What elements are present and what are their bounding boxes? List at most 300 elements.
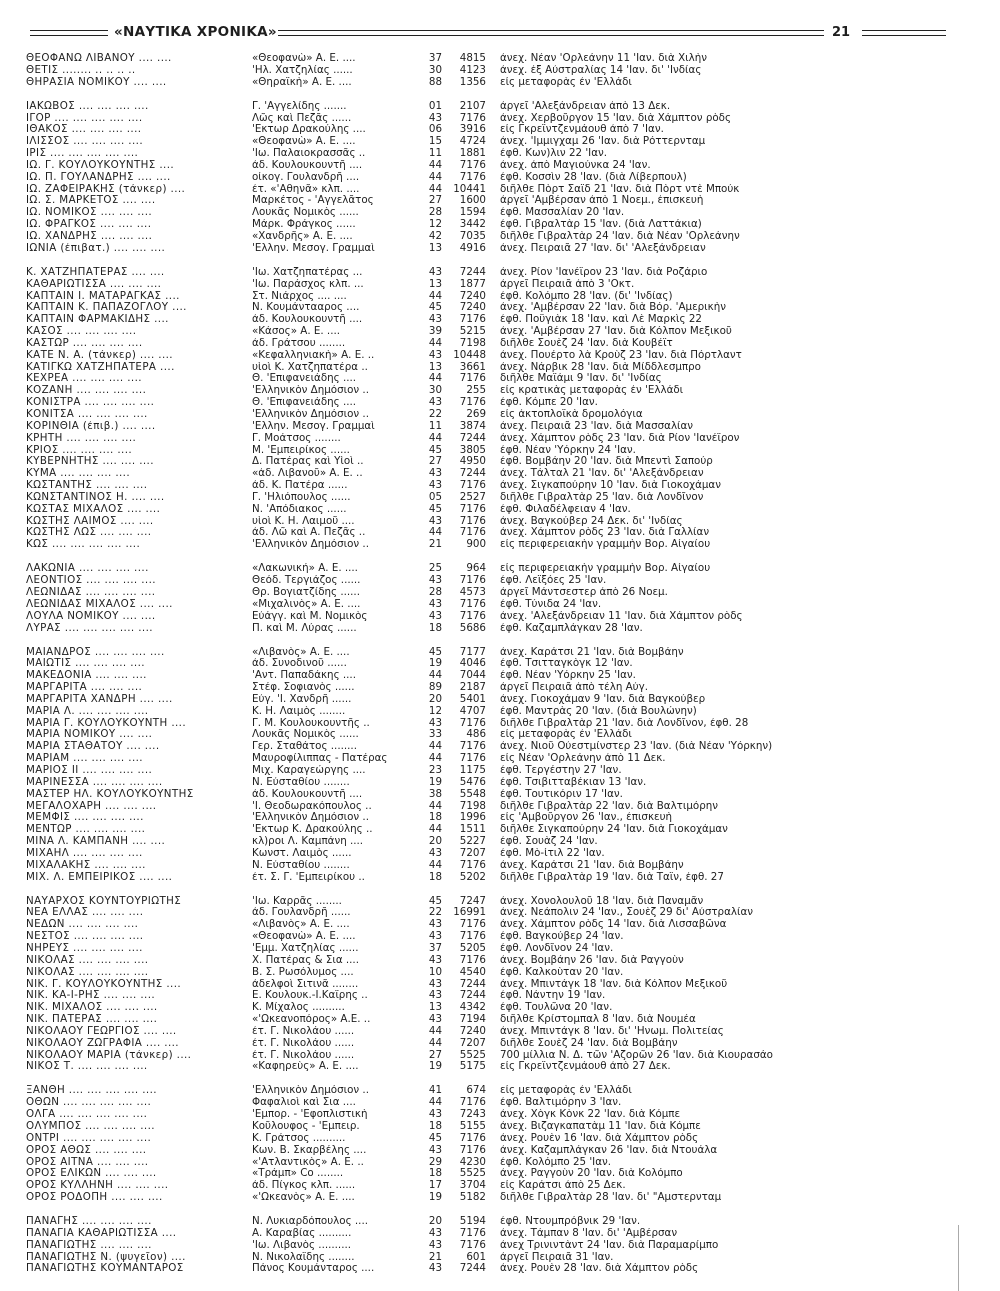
ship-row bbox=[0, 1216, 1000, 1228]
voyage-status: ἐφθ. Ποϋγιὰκ 18 'Ιαν. καὶ Λὲ Μαρκὶς 22 bbox=[500, 314, 702, 326]
tonnage: 3704 bbox=[459, 1180, 486, 1192]
voyage-status: ἀνεχ. Γιοκοχάμαν 9 'Ιαν. διὰ Βαγκούβερ bbox=[500, 693, 706, 705]
ship-name: ΟΝΤΡΙ .... .... .... .... .... bbox=[26, 1132, 152, 1144]
tonnage: 5548 bbox=[459, 788, 486, 800]
ship-name: Κ. ΧΑΤΖΗΠΑΤΕΡΑΣ .... .... bbox=[26, 266, 165, 278]
ship-age: 18 bbox=[428, 1121, 442, 1132]
owner-agent: Κ. Γράτσος .......... bbox=[252, 1132, 346, 1144]
ship-name: ΝΕΣΤΟΣ .... .... .... .... bbox=[26, 931, 144, 943]
voyage-status: ἐφθ. Σουὰζ 24 'Ιαν. bbox=[500, 836, 598, 848]
voyage-status: εἰς Καράτσι ἀπὸ 25 Δεκ. bbox=[500, 1180, 626, 1192]
owner-agent: Λουκᾶς Νομικὸς ...... bbox=[252, 729, 359, 741]
owner-agent: ἐτ. Γ. Νικολάου ...... bbox=[252, 1037, 355, 1049]
voyage-status: διῆλθε Γιβραλτὰρ 28 'Ιαν. δι' "Αμστερνταμ bbox=[500, 1192, 722, 1204]
voyage-status: ἀνεχ. Τάμπαν 8 'Ιαν. δι' 'Αμβέρσαν bbox=[500, 1227, 678, 1239]
tonnage: 7243 bbox=[459, 1109, 486, 1121]
owner-agent: Κωνστ. Λαιμὸς ...... bbox=[252, 847, 352, 859]
owner-agent: «Θεοφανὼ» Α. Ε. .... bbox=[252, 136, 356, 148]
owner-agent: «Θεοφανὼ» Α. Ε. .... bbox=[252, 931, 356, 943]
voyage-status: ἐφθ. Μὸ-ἰτιλ 22 'Ιαν. bbox=[500, 847, 605, 859]
ship-row bbox=[0, 587, 1000, 599]
ship-age: 20 bbox=[428, 693, 442, 705]
ship-age: 44 bbox=[428, 741, 442, 753]
voyage-status: ἀργεῖ 'Αλεξάνδρειαν ἀπὸ 13 Δεκ. bbox=[500, 100, 671, 112]
ship-name: ΚΩΣΤΑΝΤΗΣ .... .... .... bbox=[26, 480, 148, 492]
owner-agent: «Τράμπ» Co ........ bbox=[252, 1168, 344, 1180]
owner-agent: Ν. Εὐσταθίου ........ bbox=[252, 859, 350, 871]
voyage-status: ἀνεχ. Βομβάην 26 'Ιαν. διὰ Ραγγοὺν bbox=[500, 954, 684, 966]
ship-row bbox=[0, 136, 1000, 148]
voyage-status: ἐφθ. Κόμπε 20 'Ιαν. bbox=[500, 397, 598, 409]
voyage-status: εἰς ἀκτοπλοϊκὰ δρομολόγια bbox=[500, 409, 643, 420]
owner-agent: Μάρκ. Φράγκος ...... bbox=[252, 219, 356, 231]
ship-name: ΜΑΡΙΑ ΝΟΜΙΚΟΥ .... .... bbox=[26, 729, 153, 741]
ship-age: 12 bbox=[428, 705, 442, 717]
voyage-status: ἀνεχ. Χάμπτον ρὸδς 23 'Ιαν. διὰ Γαλλίαν bbox=[500, 527, 710, 539]
ship-row bbox=[0, 243, 1000, 255]
owner-agent: «Λακωνική» Α. Ε. .... bbox=[252, 563, 358, 575]
ship-row bbox=[0, 836, 1000, 848]
owner-agent: «Λιβανὸς» Α. Ε. .... bbox=[252, 919, 350, 931]
ship-name: ΝΙΚΟΛΑΟΥ ΜΑΡΙΑ (τάνκερ) .... bbox=[26, 1049, 192, 1061]
tonnage: 5215 bbox=[459, 326, 486, 338]
ship-name: ΚΑΠΤΑΙΝ Ι. ΜΑΤΑΡΑΓΚΑΣ .... bbox=[26, 290, 180, 302]
ship-row bbox=[0, 860, 1000, 872]
ship-age: 28 bbox=[428, 207, 442, 219]
voyage-status: διῆλθε Κρίστομπαλ 8 'Ιαν. διὰ Νουμέα bbox=[500, 1014, 696, 1026]
ship-name: ΛΑΚΩΝΙΑ .... .... .... .... bbox=[26, 563, 149, 575]
owner-agent: 'Εμπορ. - 'Εφοπλιστικὴ bbox=[252, 1109, 368, 1121]
tonnage: 7207 bbox=[459, 847, 486, 859]
owner-agent: 'Αντ. Παπαδάκης .... bbox=[252, 670, 356, 682]
ship-age: 43 bbox=[428, 990, 442, 1002]
ship-name: ΝΙΚ. Γ. ΚΟΥΛΟΥΚΟΥΝΤΗΣ .... bbox=[26, 978, 182, 990]
ship-row bbox=[0, 362, 1000, 374]
owner-agent: Γ. 'Ηλιόπουλος ...... bbox=[252, 491, 351, 503]
owner-agent: Ν. 'Απόδιακος ...... bbox=[252, 503, 347, 515]
voyage-status: διῆλθε Σουὲζ 24 'Ιαν. διὰ Βομβάην bbox=[500, 1037, 678, 1049]
voyage-status: ἐφθ. Τεργέστην 27 'Ιαν. bbox=[500, 765, 622, 776]
ship-age: 13 bbox=[428, 1002, 442, 1014]
voyage-status: ἀνεχ. Βιζαγκαπατὰμ 11 'Ιαν. διὰ Κόμπε bbox=[500, 1121, 701, 1132]
ship-name: ΙΘΑΚΟΣ .... .... .... .... bbox=[26, 124, 142, 136]
ship-name: ΚΟΖΑΝΗ .... .... .... .... bbox=[26, 385, 147, 397]
header-rule-middle-2 bbox=[278, 35, 824, 37]
ship-name: ΜΑΡΙΟΣ ΙΙ .... .... .... .... bbox=[26, 765, 153, 776]
ship-row bbox=[0, 231, 1000, 243]
voyage-status: διῆλθε Γιβραλτὰρ 25 'Ιαν. διὰ Λονδῖνον bbox=[500, 491, 704, 503]
voyage-status: ἀνεχ. Νιοῦ Οὐεστμίνστερ 23 'Ιαν. (διὰ Νέαν 'Υόρκην) bbox=[500, 741, 773, 753]
ship-age: 44 bbox=[428, 337, 442, 349]
tonnage: 7244 bbox=[459, 990, 486, 1002]
ship-name: ΚΕΧΡΕΑ .... .... .... .... bbox=[26, 373, 142, 385]
ship-name: ΛΥΡΑΣ .... .... .... .... .... bbox=[26, 622, 153, 634]
ship-section bbox=[0, 896, 1000, 1074]
ship-name: ΜΑΡΙΑ Λ. .... .... .... .... bbox=[26, 705, 149, 717]
voyage-status: ἐφθ. Γιβραλτὰρ 15 'Ιαν. (διὰ Λαττάκια) bbox=[500, 219, 702, 231]
ship-row bbox=[0, 907, 1000, 919]
ship-name: ΘΗΡΑΣΙΑ ΝΟΜΙΚΟΥ .... .... bbox=[26, 76, 167, 88]
voyage-status: ἀνεχ. Καράτσι 21 'Ιαν. διὰ Βομβάην bbox=[500, 646, 684, 658]
ship-name: ΜΑΡΙΑ ΣΤΑΘΑΤΟΥ .... .... bbox=[26, 741, 160, 753]
owner-agent: ἀδ. Κουλουκουντῆ .... bbox=[252, 159, 363, 171]
owner-agent: Π. καὶ Μ. Λύρας ...... bbox=[252, 622, 357, 634]
ship-name: ΙΡΙΣ .... .... .... .... .... bbox=[26, 148, 139, 160]
ship-row bbox=[0, 694, 1000, 706]
tonnage: 5205 bbox=[459, 943, 486, 954]
ship-age: 21 bbox=[428, 1251, 442, 1263]
ship-row bbox=[0, 1240, 1000, 1252]
owner-agent: 'Ελληνικὸν Δημόσιον .. bbox=[252, 409, 369, 420]
ship-row bbox=[0, 1168, 1000, 1180]
ship-row bbox=[0, 979, 1000, 991]
owner-agent: Θρ. Βογιατζίδης ...... bbox=[252, 587, 360, 598]
owner-agent: ἀδ. Κουλουκουντῆ .... bbox=[252, 314, 363, 326]
owner-agent: «Χανδρῆς» Α. Ε. .... bbox=[252, 231, 353, 242]
header-rule-left bbox=[30, 30, 108, 32]
ship-age: 44 bbox=[428, 670, 442, 682]
voyage-status: ἐφθ. Κων)λιν 22 'Ιαν. bbox=[500, 148, 608, 160]
ship-age: 43 bbox=[428, 480, 442, 492]
ship-age: 20 bbox=[428, 836, 442, 848]
ship-age: 89 bbox=[428, 682, 442, 694]
owner-agent: Μιχ. Καραγεώργης .... bbox=[252, 765, 366, 776]
ship-row bbox=[0, 207, 1000, 219]
tonnage: 7176 bbox=[459, 397, 486, 409]
tonnage: 7035 bbox=[459, 231, 486, 242]
ship-row bbox=[0, 504, 1000, 516]
owner-agent: 'Ιω. Παράσχος κλπ. ... bbox=[252, 278, 364, 290]
tonnage: 674 bbox=[466, 1085, 486, 1097]
tonnage: 4540 bbox=[459, 966, 486, 978]
ship-name: ΚΡΙΟΣ .... .... .... .... bbox=[26, 444, 133, 456]
voyage-status: ἐφθ. Φιλαδέλφειαν 4 'Ιαν. bbox=[500, 503, 631, 515]
owner-agent: 'Εκτωρ Κ. Δρακούλης .. bbox=[252, 824, 373, 836]
ship-age: 29 bbox=[428, 1156, 442, 1168]
owner-agent: 'Ελληνικὸν Δημόσιον .. bbox=[252, 1085, 369, 1097]
ship-name: ΚΑΠΤΑΙΝ Κ. ΠΑΠΑΖΟΓΛΟΥ .... bbox=[26, 302, 187, 314]
owner-agent: Μ. 'Εμπειρίκος ...... bbox=[252, 444, 350, 456]
tonnage: 2107 bbox=[459, 100, 486, 112]
voyage-status: ἀνεχ. Καζαμπλάγκαν 26 'Ιαν. διὰ Ντουάλα bbox=[500, 1144, 718, 1156]
ship-row bbox=[0, 1145, 1000, 1157]
scan-edge-line bbox=[958, 1225, 959, 1291]
tonnage: 964 bbox=[466, 563, 486, 575]
ship-row bbox=[0, 160, 1000, 172]
voyage-status: διῆλθε Σουὲζ 24 'Ιαν. διὰ Κουβέϊτ bbox=[500, 337, 673, 349]
voyage-status: ἐφθ. Λεϊξόες 25 'Ιαν. bbox=[500, 575, 607, 587]
ship-row bbox=[0, 729, 1000, 741]
ship-section bbox=[0, 1085, 1000, 1203]
ship-age: 43 bbox=[428, 847, 442, 859]
voyage-status: εἰς κρατικὰς μεταφορὰς ἐν 'Ελλάδι bbox=[500, 385, 684, 397]
ship-name: ΙΑΚΩΒΟΣ .... .... .... .... bbox=[26, 100, 149, 112]
tonnage: 4724 bbox=[459, 136, 486, 148]
ship-row bbox=[0, 409, 1000, 421]
ship-row bbox=[0, 1026, 1000, 1038]
ship-name: ΙΩΝΙΑ (ἐπιβατ.) .... .... .... bbox=[26, 242, 166, 254]
voyage-status: εἰς 'Αμβοῦργον 26 'Ιαν., ἐπισκευὴ bbox=[500, 812, 673, 824]
ship-name: ΛΕΟΝΤΙΟΣ .... .... .... .... bbox=[26, 575, 156, 587]
tonnage: 7198 bbox=[459, 800, 486, 812]
tonnage: 1356 bbox=[459, 76, 486, 88]
ship-row bbox=[0, 872, 1000, 884]
voyage-status: ἐφθ. Μασσαλίαν 20 'Ιαν. bbox=[500, 207, 625, 219]
tonnage: 5476 bbox=[459, 776, 486, 788]
voyage-status: ἀνεχ. Νεάπολιν 24 'Ιαν., Σουὲζ 29 δι' Αὐστραλίαν bbox=[500, 907, 753, 919]
ship-age: 43 bbox=[428, 598, 442, 610]
ship-age: 42 bbox=[428, 231, 442, 242]
ship-row bbox=[0, 267, 1000, 279]
voyage-status: ἀνεχ. 'Αλεξάνδρειαν 11 'Ιαν. διὰ Χάμπτον ρὸδς bbox=[500, 610, 743, 622]
ship-age: 18 bbox=[428, 871, 442, 883]
ship-name: ΙΩ. Σ. ΜΑΡΚΕΤΟΣ .... .... bbox=[26, 195, 156, 207]
ship-age: 44 bbox=[428, 159, 442, 171]
tonnage: 2527 bbox=[459, 491, 486, 503]
ship-name: ΘΕΤΙΣ ........ .. .. .. .. bbox=[26, 64, 136, 76]
ship-row bbox=[0, 492, 1000, 504]
ship-row bbox=[0, 539, 1000, 551]
ship-row bbox=[0, 77, 1000, 89]
owner-agent: «Λιβανὸς» Α. Ε. .... bbox=[252, 646, 350, 658]
ship-row bbox=[0, 397, 1000, 409]
tonnage: 4046 bbox=[459, 658, 486, 670]
voyage-status: ἀνεχ. Χερβοῦργον 15 'Ιαν. διὰ Χάμπτον ρὸδς bbox=[500, 112, 732, 124]
voyage-status: ἀνεχ. Χὸγκ Κὸνκ 22 'Ιαν. διὰ Κόμπε bbox=[500, 1109, 681, 1121]
owner-agent: υἱοὶ Κ. Η. Λαιμοῦ .... bbox=[252, 515, 355, 527]
ship-name: ΙΛΙΣΣΟΣ .... .... .... .... bbox=[26, 136, 144, 148]
ship-name: ΜΙΧΑΛΑΚΗΣ .... .... .... bbox=[26, 859, 146, 871]
ship-age: 01 bbox=[428, 100, 442, 112]
ship-name: ΠΑΝΑΓΗΣ .... .... .... .... bbox=[26, 1216, 152, 1228]
ship-name: ΚΑΤΙΓΚΩ ΧΑΤΖΗΠΑΤΕΡΑ .... bbox=[26, 361, 175, 373]
ship-age: 43 bbox=[428, 397, 442, 409]
ship-row bbox=[0, 599, 1000, 611]
tonnage: 1511 bbox=[459, 824, 486, 836]
ship-age: 43 bbox=[428, 349, 442, 361]
ship-age: 44 bbox=[428, 1097, 442, 1109]
ship-age: 44 bbox=[428, 824, 442, 836]
voyage-status: εἰς μεταφορὰς ἐν 'Ελλάδι bbox=[500, 76, 632, 88]
ship-row bbox=[0, 480, 1000, 492]
owner-agent: 'Ιω. Λιβανὸς .......... bbox=[252, 1239, 352, 1251]
ship-name: ΜΑΡΓΑΡΙΤΑ .... .... .... bbox=[26, 682, 143, 694]
owner-agent: ἀδ. Γουλανδρῆ ...... bbox=[252, 907, 351, 919]
ship-row bbox=[0, 350, 1000, 362]
tonnage: 7176 bbox=[459, 503, 486, 515]
tonnage: 7176 bbox=[459, 373, 486, 385]
ship-name: ΝΕΔΩΝ .... .... .... .... bbox=[26, 919, 139, 931]
journal-title: «ΝΑΥΤΙΚΑ ΧΡΟΝΙΚΑ» bbox=[114, 24, 277, 40]
ship-row bbox=[0, 421, 1000, 433]
voyage-status: εἰς περιφερειακὴν γραμμὴν Βορ. Αἰγαίου bbox=[500, 563, 711, 575]
owner-agent: «Μιχαλινὸς» Α. Ε. .... bbox=[252, 598, 361, 610]
voyage-status: ἀνεχ. Βαγκούβερ 24 Δεκ. δι' 'Ινδίας bbox=[500, 515, 683, 527]
ship-age: 44 bbox=[428, 1025, 442, 1037]
ship-age: 44 bbox=[428, 753, 442, 765]
ship-section bbox=[0, 647, 1000, 884]
ship-row bbox=[0, 955, 1000, 967]
ship-name: ΜΑΡΙΑΜ .... .... .... .... bbox=[26, 753, 143, 765]
tonnage: 7240 bbox=[459, 302, 486, 314]
voyage-status: ἐφθ. Κολόμπο 25 'Ιαν. bbox=[500, 1156, 612, 1168]
ship-age: 10 bbox=[428, 966, 442, 978]
ship-row bbox=[0, 682, 1000, 694]
ship-name: ΙΩ. ΝΟΜΙΚΟΣ .... .... .... bbox=[26, 207, 153, 219]
ship-name: ΟΛΓΑ .... .... .... .... .... bbox=[26, 1109, 148, 1121]
ship-name: ΞΑΝΘΗ .... .... .... .... .... bbox=[26, 1085, 157, 1097]
tonnage: 4342 bbox=[459, 1002, 486, 1014]
owner-agent: Γ. Μ. Κουλουκουντῆς .. bbox=[252, 717, 370, 729]
tonnage: 255 bbox=[466, 385, 486, 397]
ship-row bbox=[0, 1002, 1000, 1014]
ship-name: ΝΙΚ. ΜΙΧΑΛΟΣ .... .... .... bbox=[26, 1002, 158, 1014]
owner-agent: ἀδ. Πίγκος κλπ. ...... bbox=[252, 1180, 356, 1192]
voyage-status: εἰς Νέαν 'Ορλεάνην ἀπὸ 11 Δεκ. bbox=[500, 753, 666, 765]
ship-row bbox=[0, 338, 1000, 350]
owner-agent: Φαφαλιοὶ καὶ Σια .... bbox=[252, 1097, 356, 1109]
owner-agent: ἀδ. Συνοδινοῦ ...... bbox=[252, 658, 347, 670]
tonnage: 7176 bbox=[459, 610, 486, 622]
ship-age: 88 bbox=[428, 76, 442, 88]
tonnage: 4916 bbox=[459, 242, 486, 254]
owner-agent: «Κάσος» Α. Ε. .... bbox=[252, 326, 341, 338]
ship-row bbox=[0, 611, 1000, 623]
owner-agent: Κοῦλουφος - 'Εμπειρ. bbox=[252, 1121, 360, 1132]
ship-name: ΜΕΝΤΩΡ .... .... .... .... bbox=[26, 824, 146, 836]
ship-name: ΚΩΝΣΤΑΝΤΙΝΟΣ Η. .... .... bbox=[26, 491, 165, 503]
ship-age: 43 bbox=[428, 1239, 442, 1251]
tonnage: 10441 bbox=[453, 183, 486, 195]
ship-row bbox=[0, 326, 1000, 338]
ship-age: 43 bbox=[428, 1109, 442, 1121]
ship-age: 43 bbox=[428, 266, 442, 278]
ship-age: 45 bbox=[428, 1132, 442, 1144]
ship-age: 44 bbox=[428, 183, 442, 195]
ship-name: ΟΘΩΝ .... .... .... .... .... bbox=[26, 1097, 152, 1109]
owner-agent: ἀδ. Κ. Πατέρα ...... bbox=[252, 480, 348, 492]
ship-row bbox=[0, 385, 1000, 397]
owner-agent: Β. Σ. Ρωσόλυμος .... bbox=[252, 966, 354, 978]
ship-row bbox=[0, 445, 1000, 457]
tonnage: 5194 bbox=[459, 1216, 486, 1228]
ship-row bbox=[0, 1109, 1000, 1121]
ship-row bbox=[0, 1038, 1000, 1050]
tonnage: 486 bbox=[466, 729, 486, 741]
voyage-status: ἀργεῖ 'Αμβέρσαν ἀπὸ 1 Νοεμ., ἐπισκευὴ bbox=[500, 195, 704, 207]
owner-agent: Ν. Εὐσταθίου ........ bbox=[252, 776, 350, 788]
tonnage: 1877 bbox=[459, 278, 486, 290]
owner-agent: Πάνος Κουμάνταρος .... bbox=[252, 1263, 375, 1275]
owner-agent: Γ. 'Αγγελίδης ....... bbox=[252, 100, 347, 112]
owner-agent: κλ)ροι Λ. Καμπάνη .... bbox=[252, 836, 364, 848]
ship-name: ΚΑΣΤΩΡ .... .... .... .... bbox=[26, 337, 143, 349]
ship-name: ΜΑΙΩΤΙΣ .... .... .... .... bbox=[26, 658, 145, 670]
ship-row bbox=[0, 919, 1000, 931]
ship-name: ΚΟΡΙΝΘΙΑ (ἐπιβ.) .... .... bbox=[26, 420, 156, 432]
voyage-status: εἰς μεταφορὰς ἐν 'Ελλάδι bbox=[500, 1085, 632, 1097]
ship-name: ΠΑΝΑΓΙΩΤΗΣ Ν. (ψυγεῖον) .... bbox=[26, 1251, 186, 1263]
voyage-status: διῆλθε Μαϊάμι 9 'Ιαν. δι' 'Ινδίας bbox=[500, 373, 662, 385]
ship-row bbox=[0, 931, 1000, 943]
ship-name: ΜΑΚΕΔΟΝΙΑ .... .... .... bbox=[26, 670, 147, 682]
ship-name: ΠΑΝΑΓΙΩΤΗΣ ΚΟΥΜΑΝΤΑΡΟΣ bbox=[26, 1263, 184, 1275]
ship-row bbox=[0, 101, 1000, 113]
ship-name: ΜΙΧΑΗΛ .... .... .... .... bbox=[26, 847, 143, 859]
owner-agent: Εὐάγγ. καὶ Μ. Νομικὸς bbox=[252, 610, 368, 622]
ship-name: ΜΙΧ. Λ. ΕΜΠΕΙΡΙΚΟΣ .... .... bbox=[26, 871, 173, 883]
ship-age: 43 bbox=[428, 575, 442, 587]
voyage-status: εἰς περιφερειακὴν γραμμὴν Βορ. Αἰγαίου bbox=[500, 539, 711, 551]
ship-age: 44 bbox=[428, 171, 442, 183]
ship-row bbox=[0, 563, 1000, 575]
tonnage: 7176 bbox=[459, 1227, 486, 1239]
ship-row bbox=[0, 990, 1000, 1002]
voyage-status: ἀνεχ. Νάρβικ 28 'Ιαν. διὰ Μίδδλεσμπρο bbox=[500, 361, 701, 373]
ship-row bbox=[0, 812, 1000, 824]
ship-age: 13 bbox=[428, 242, 442, 254]
voyage-status: ἐφθ. Νέαν 'Υόρκην 24 'Ιαν. bbox=[500, 444, 636, 456]
ship-age: 19 bbox=[428, 658, 442, 670]
ship-age: 27 bbox=[428, 1049, 442, 1061]
tonnage: 7176 bbox=[459, 919, 486, 931]
tonnage: 5202 bbox=[459, 871, 486, 883]
tonnage: 7194 bbox=[459, 1014, 486, 1026]
ship-name: ΚΑΣΟΣ .... .... .... .... bbox=[26, 326, 137, 338]
header-rule-right bbox=[862, 30, 946, 32]
ship-name: ΟΡΟΣ ΕΛΙΚΩΝ .... .... .... bbox=[26, 1168, 157, 1180]
ship-row bbox=[0, 291, 1000, 303]
ship-row bbox=[0, 433, 1000, 445]
ship-age: 18 bbox=[428, 812, 442, 824]
tonnage: 7247 bbox=[459, 895, 486, 907]
tonnage: 3661 bbox=[459, 361, 486, 373]
ship-name: ΚΟΝΙΤΣΑ .... .... .... .... bbox=[26, 409, 148, 420]
ship-age: 43 bbox=[428, 954, 442, 966]
voyage-status: ἀργεῖ Πειραιᾶ 31 'Ιαν. bbox=[500, 1251, 614, 1263]
tonnage: 1175 bbox=[459, 765, 486, 776]
ship-row bbox=[0, 1097, 1000, 1109]
ship-register bbox=[0, 53, 1000, 1288]
voyage-status: ἐφθ. Βαλτιμόρην 3 'Ιαν. bbox=[500, 1097, 622, 1109]
voyage-status: ἀργεῖ Μάντσεστερ ἀπὸ 26 Νοεμ. bbox=[500, 587, 668, 598]
owner-agent: «Κεφαλληνιακὴ» Α. Ε. .. bbox=[252, 349, 375, 361]
ship-name: ΚΑΤΕ Ν. Α. (τάνκερ) .... .... bbox=[26, 349, 173, 361]
ship-row bbox=[0, 53, 1000, 65]
voyage-status: ἀργεῖ Πειραιᾶ ἀπὸ 3 'Οκτ. bbox=[500, 278, 635, 290]
ship-name: ΙΩ. ΧΑΝΔΡΗΣ .... .... .... bbox=[26, 231, 153, 242]
voyage-status: ἀνεχ. Πουέρτο λὰ Κροὺζ 23 'Ιαν. διὰ Πόρτλαντ bbox=[500, 349, 742, 361]
voyage-status: ἀνεχ. Ρουὲν 16 'Ιαν. διὰ Χάμπτον ρὸδς bbox=[500, 1132, 699, 1144]
voyage-status: 700 μίλλια Ν. Δ. τῶν 'Αζορῶν 26 'Ιαν. διὰ Κιουρασάο bbox=[500, 1049, 773, 1061]
ship-section bbox=[0, 267, 1000, 551]
owner-agent: Λῶς καὶ Πεζᾶς ...... bbox=[252, 112, 352, 124]
owner-agent: υἱοὶ Κ. Χατζηπατέρα .. bbox=[252, 361, 368, 373]
voyage-status: εἰς Γκρεϊντζενμάουθ ἀπὸ 27 Δεκ. bbox=[500, 1061, 671, 1073]
ship-name: ΚΡΗΤΗ .... .... .... .... bbox=[26, 432, 137, 444]
voyage-status: ἐφθ. Νάντην 19 'Ιαν. bbox=[500, 990, 606, 1002]
tonnage: 7244 bbox=[459, 468, 486, 480]
ship-age: 45 bbox=[428, 646, 442, 658]
ship-row bbox=[0, 1133, 1000, 1145]
ship-age: 44 bbox=[428, 432, 442, 444]
ship-name: ΜΑΣΤΕΡ ΗΛ. ΚΟΥΛΟΥΚΟΥΝΤΗΣ bbox=[26, 788, 194, 800]
owner-agent: Κ. Η. Λαιμὸς ........ bbox=[252, 705, 346, 717]
ship-row bbox=[0, 65, 1000, 77]
voyage-status: ἀνεχ. 'Αμβέρσαν 22 'Ιαν. διὰ Βόρ. 'Αμερικὴν bbox=[500, 302, 727, 314]
voyage-status: ἀνεχ. Καράτσι 21 'Ιαν. διὰ Βομβάην bbox=[500, 859, 684, 871]
ship-row bbox=[0, 1228, 1000, 1240]
